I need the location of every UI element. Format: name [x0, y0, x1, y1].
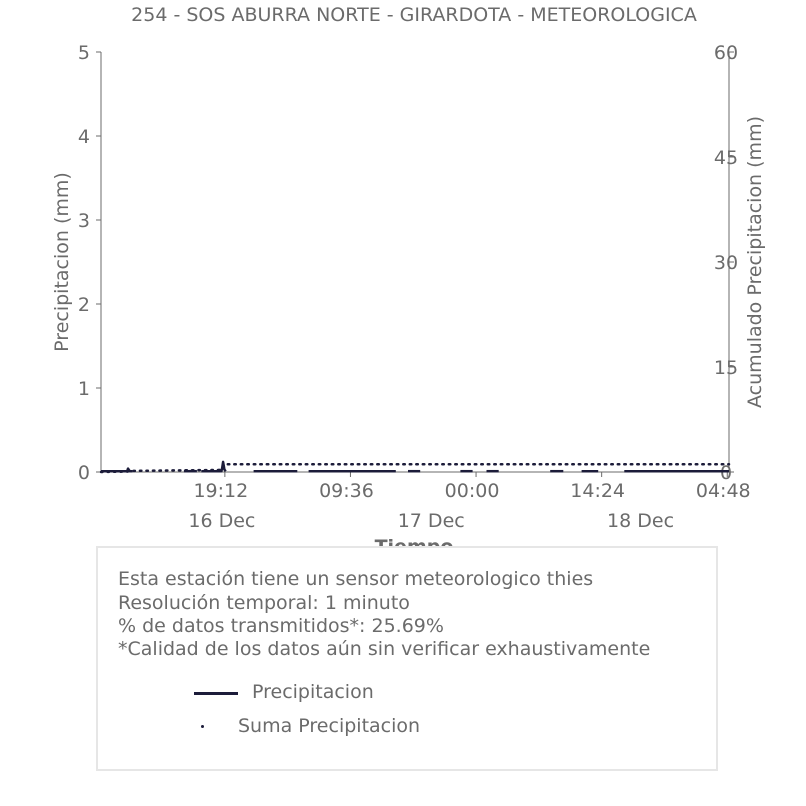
x-date-label: 17 Dec: [397, 510, 465, 532]
y-tick-label: 5: [77, 42, 90, 64]
x-tick-label: 19:12: [193, 480, 249, 502]
chart-title: 254 - SOS ABURRA NORTE - GIRARDOTA - METEOROLOGICA: [131, 4, 697, 26]
x-tick-label: 04:48: [695, 480, 751, 502]
y-tick-label: 1: [77, 378, 90, 400]
x-date-label: 16 Dec: [188, 510, 256, 532]
chart-axes: [101, 52, 729, 472]
legend-precip-swatch: [194, 692, 238, 695]
y-tick-label: 4: [77, 126, 90, 148]
y-tick-label: 2: [77, 294, 90, 316]
y2-tick-label: 60: [713, 42, 739, 64]
right-axis-ticks: [714, 42, 738, 484]
y2-axis-label: Acumulado Precipitacion (mm): [744, 116, 766, 408]
x-tick-label: 14:24: [570, 480, 626, 502]
station-info-box: [96, 546, 718, 771]
y-tick-label: 3: [77, 210, 90, 232]
x-tick-label: 00:00: [444, 480, 500, 502]
info-transmitted-line: % de datos transmitidos*: 25.69%: [118, 615, 444, 637]
y2-tick-label: 0: [719, 462, 733, 484]
y-tick-label: 0: [77, 462, 90, 484]
info-sensor-line: Esta estación tiene un sensor meteorologico thies: [118, 568, 594, 590]
legend-sum-label: Suma Precipitacion: [238, 715, 421, 737]
y-axis-label: Precipitacion (mm): [51, 172, 73, 352]
info-quality-note: *Calidad de los datos aún sin verificar exhaustivamente: [118, 638, 651, 660]
info-resolution-line: Resolución temporal: 1 minuto: [118, 592, 410, 614]
x-date-label: 18 Dec: [607, 510, 675, 532]
y2-tick-label: 30: [713, 252, 739, 274]
left-axis-ticks: [78, 42, 101, 484]
time-axis-ticks: [188, 472, 750, 532]
series-layer: [101, 462, 729, 472]
legend-sum-swatch: [201, 725, 204, 728]
y2-tick-label: 15: [713, 357, 739, 379]
legend-precip-label: Precipitacion: [252, 681, 374, 703]
x-tick-label: 09:36: [319, 480, 374, 502]
y2-tick-label: 45: [713, 147, 739, 169]
